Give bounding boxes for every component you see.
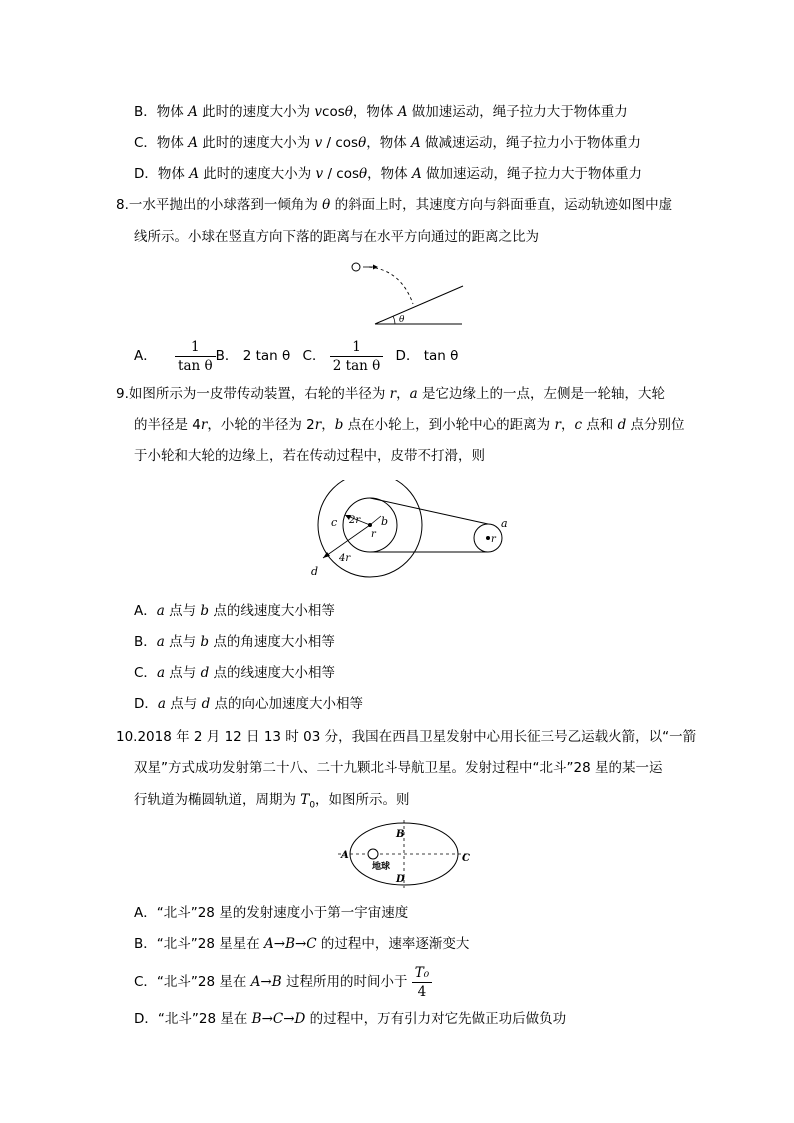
q10-stem-line3: 行轨道为椭圆轨道，周期为 $T_0$，如图所示。则 — [134, 792, 410, 811]
incline-line — [375, 286, 463, 324]
q9-option-c: C．a 点与 d 点的线速度大小相等 — [134, 665, 336, 681]
right-center — [486, 536, 490, 540]
label-r-small: r — [371, 529, 376, 540]
q8-option-c-label: C． — [302, 348, 326, 364]
label-A: A — [341, 850, 349, 861]
label-a: a — [501, 517, 508, 530]
q10-option-b: B．“北斗”28 星星在 A→B→C 的过程中，速率逐渐变大 — [134, 936, 470, 952]
q9-option-a: A．a 点与 b 点的线速度大小相等 — [134, 603, 335, 619]
q7-option-c: C．物体 A 此时的速度大小为 v / cosθ，物体 A 做减速运动，绳子拉力小于物体重力 — [134, 135, 642, 151]
q8-option-d: D． tan θ — [395, 348, 459, 364]
q9-option-d: D．a 点与 d 点的向心加速度大小相等 — [134, 696, 364, 712]
q8-option-a-label: A． — [134, 348, 157, 364]
label-earth: 地球 — [372, 862, 391, 872]
earth-icon — [368, 849, 378, 859]
q8-projectile-figure — [345, 258, 470, 330]
label-D: D — [396, 874, 405, 885]
label-d: d — [311, 565, 319, 578]
angle-arc — [393, 316, 395, 324]
q10-option-c: C．“北斗”28 星在 A→B 过程所用的时间小于 $\frac{\text{T₀}}{4}$ — [134, 962, 432, 1002]
q7-option-d: D．物体 A 此时的速度大小为 v / cosθ，物体 A 做加速运动，绳子拉力大于物体重力 — [134, 166, 643, 182]
q9-option-b: B．a 点与 b 点的角速度大小相等 — [134, 634, 335, 650]
trajectory-dashed — [369, 267, 413, 304]
label-C: C — [462, 853, 470, 864]
ball-icon — [352, 263, 360, 271]
q9-belt-drive-figure — [305, 480, 515, 580]
label-c: c — [331, 516, 338, 529]
q10-stem-line2: 双星”方式成功发射第二十八、二十九颗北斗导航卫星。发射过程中“北斗”28 星的某一运 — [134, 760, 663, 776]
q10-orbit-figure — [338, 818, 473, 890]
q10-stem-line1: 10.2018 年 2 月 12 日 13 时 03 分，我国在西昌卫星发射中心用长征三号乙运载火箭，以“一箭 — [116, 729, 697, 745]
q8-stem-line2: 线所示。小球在竖直方向下落的距离与在水平方向通过的距离之比为 — [134, 229, 539, 245]
label-r-right: r — [491, 534, 496, 545]
theta-label: θ — [399, 315, 405, 325]
q8-option-b: B． 2 tan θ — [215, 348, 291, 364]
q8-options — [134, 336, 458, 376]
label-b: b — [381, 515, 389, 528]
q8-option-a-fraction: $\frac{1}{\text{tan θ}}$ — [175, 338, 216, 375]
label-2r: 2r — [349, 515, 361, 526]
q10-option-c-fraction: $\frac{\text{T₀}}{4}$ — [412, 964, 432, 1001]
q8-stem-line1: 8.一水平抛出的小球落到一倾角为 θ 的斜面上时，其速度方向与斜面垂直，运动轨迹如图中虚 — [116, 197, 673, 213]
q10-option-d: D．“北斗”28 星在 B→C→D 的过程中，万有引力对它先做正功后做负功 — [134, 1011, 567, 1027]
q9-stem-line1: 9.如图所示为一皮带传动装置，右轮的半径为 r，a 是它边缘上的一点，左侧是一轮轴，大轮 — [116, 386, 665, 402]
q9-stem-line3: 于小轮和大轮的边缘上，若在传动过程中，皮带不打滑，则 — [134, 448, 485, 464]
label-4r: 4r — [339, 553, 351, 564]
label-B: B — [396, 829, 405, 840]
radius-r-line — [370, 516, 381, 525]
q7-option-b: B．物体 A 此时的速度大小为 vcosθ，物体 A 做加速运动，绳子拉力大于物体重力 — [134, 104, 628, 120]
q10-option-a: A．“北斗”28 星的发射速度小于第一宇宙速度 — [134, 905, 409, 921]
q9-stem-line2: 的半径是 4r，小轮的半径为 2r，b 点在小轮上，到小轮中心的距离为 r，c 点和 d 点分别位 — [134, 417, 685, 433]
q8-option-c-fraction: $\frac{1}{\text{2 tan θ}}$ — [330, 338, 383, 375]
